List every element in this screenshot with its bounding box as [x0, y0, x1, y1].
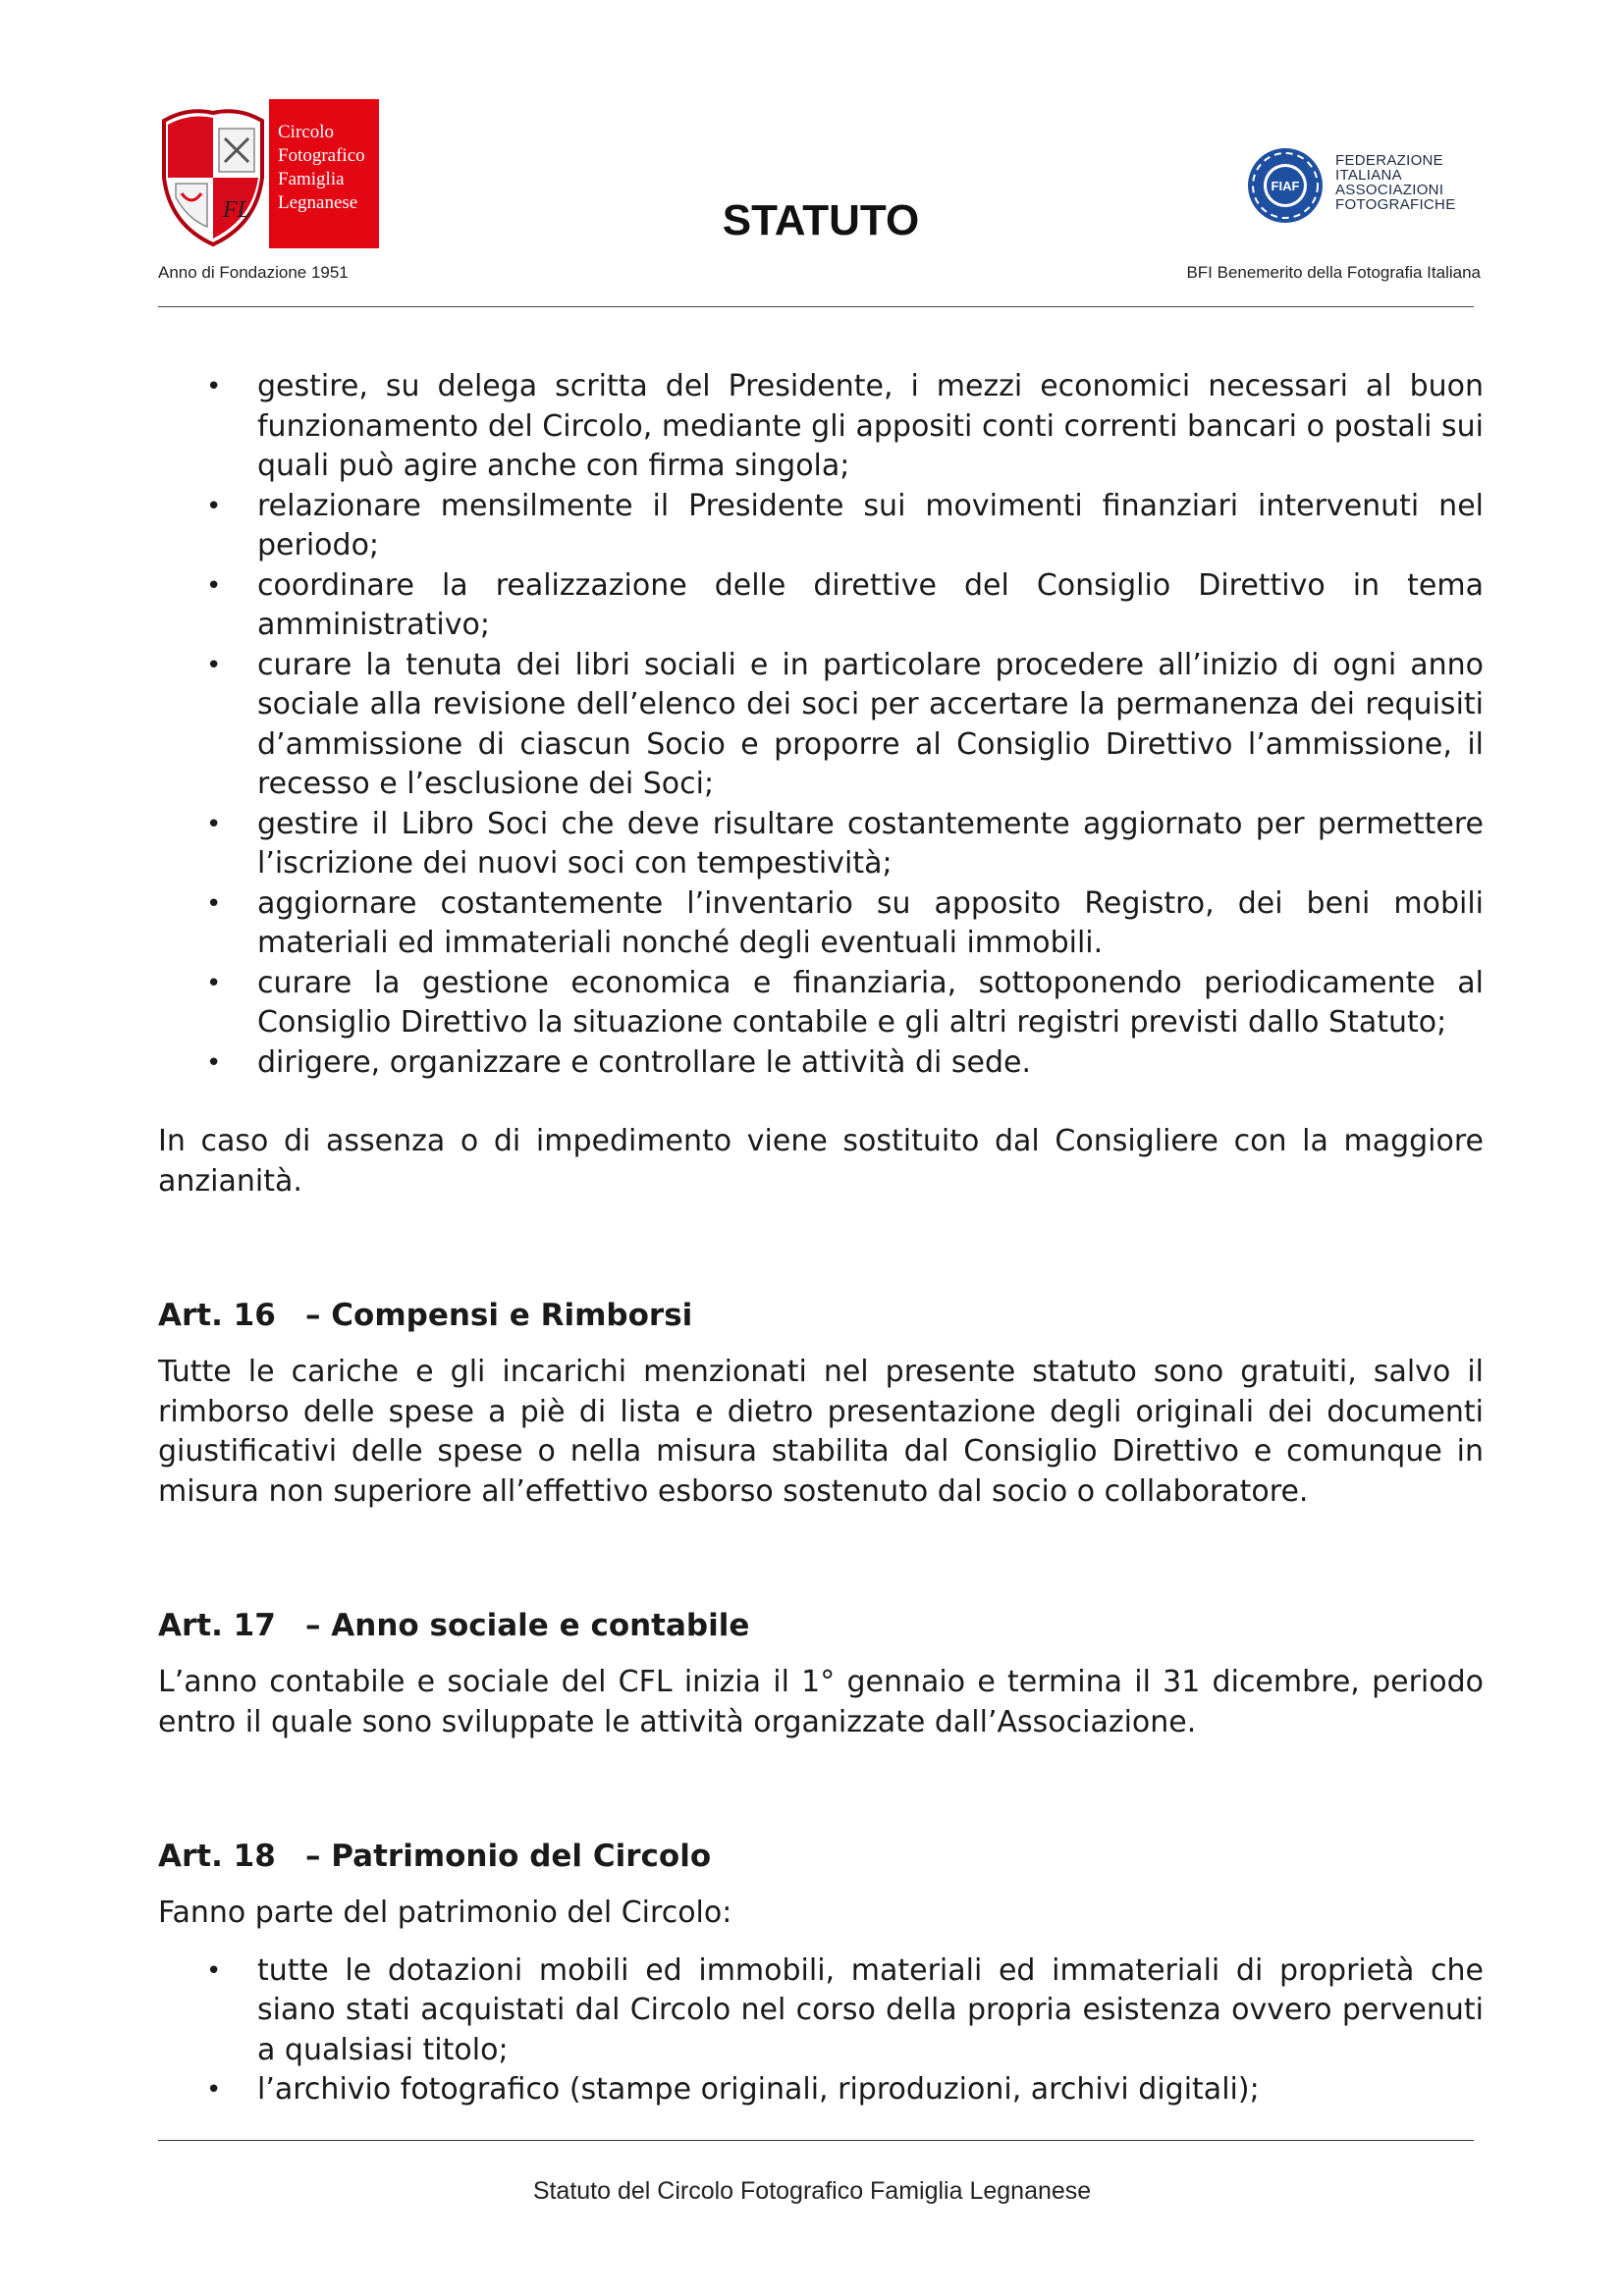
art17-paragraph: L’anno contabile e sociale del CFL inizia il 1° gennaio e termina il 31 dicembre, periodo entro il quale sono sviluppate le attività organizzate dall’Associazione.: [158, 1665, 1484, 1739]
article-title: – Anno sociale e contabile: [305, 1608, 750, 1643]
article-number: Art. 18: [158, 1839, 276, 1874]
art16-paragraph: Tutte le cariche e gli incarichi menzionati nel presente statuto sono gratuiti, salvo il rimborso delle spese a piè di lista e dietro presentazione degli originali dei documenti giustificativi delle spese o nella misura stabilita dal Consiglio Direttivo e comunque in misura non superiore all’effettivo esborso sostenuto dal socio o collaboratore.: [158, 1355, 1484, 1509]
svg-text:FL: FL: [223, 197, 251, 223]
fiaf-aperture-icon: [1245, 145, 1326, 226]
duties-list: [158, 367, 1484, 1083]
article-number: Art. 16: [158, 1298, 276, 1333]
list-item: • tutte le dotazioni mobili ed immobili, materiali ed immateriali di proprietà che siano stati acquistati dal Circolo nel corso della propria esistenza ovvero pervenuti a qualsiasi titolo;: [158, 1951, 1484, 2071]
document-body: [158, 367, 1484, 2110]
logo-line: Legnanese: [278, 192, 358, 213]
list-item: • gestire, su delega scritta del Presidente, i mezzi economici necessari al buon funzionamento del Circolo, mediante gli appositi conti correnti bancari o postali sui quali può agire anche con firma singola;: [158, 367, 1484, 487]
fiaf-text: [1335, 153, 1456, 212]
article-number: Art. 17: [158, 1608, 276, 1643]
list-item: • curare la tenuta dei libri sociali e in particolare procedere all’inizio di ogni anno sociale alla revisione dell’elenco dei soci per accertare la permanenza dei requisiti d’ammissione di ciascun Socio e proporre al Consiglio Direttivo l’ammissione, il recesso e l’esclusione dei Soci;: [158, 646, 1484, 805]
patrimony-list: [158, 1951, 1484, 2110]
fiaf-logo: [1245, 145, 1481, 234]
footer-divider: [158, 2140, 1474, 2141]
art18-intro: Fanno parte del patrimonio del Circolo:: [158, 1896, 732, 1930]
bfi-label: BFI Benemerito della Fotografia Italiana: [1186, 263, 1481, 282]
circolo-logo: [158, 99, 379, 248]
list-item: • l’archivio fotografico (stampe originali, riproduzioni, archivi digitali);: [158, 2070, 1484, 2110]
article-title: – Compensi e Rimborsi: [305, 1298, 693, 1333]
logo-text: [278, 121, 376, 215]
art16-heading: [158, 1296, 1484, 1335]
list-item: • relazionare mensilmente il Presidente sui movimenti finanziari intervenuti nel periodo;: [158, 487, 1484, 566]
logo-line: Famiglia: [278, 169, 345, 189]
logo-line: Fotografico: [278, 145, 365, 166]
fiaf-line: FEDERAZIONE: [1335, 152, 1443, 169]
list-item: • dirigere, organizzare e controllare le attività di sede.: [158, 1043, 1484, 1084]
header-divider: [158, 306, 1474, 307]
page-title: STATUTO: [722, 196, 920, 244]
founding-year: Anno di Fondazione 1951: [158, 263, 349, 282]
article-title: – Patrimonio del Circolo: [305, 1839, 712, 1874]
fiaf-line: ITALIANA: [1335, 167, 1402, 184]
art18-heading: [158, 1837, 1484, 1876]
svg-text:FIAF: FIAF: [1271, 179, 1300, 193]
fiaf-line: FOTOGRAFICHE: [1335, 196, 1456, 213]
fiaf-line: ASSOCIAZIONI: [1335, 182, 1444, 198]
list-item: • gestire il Libro Soci che deve risultare costantemente aggiornato per permettere l’iscrizione dei nuovi soci con tempestività;: [158, 805, 1484, 884]
art17-heading: [158, 1606, 1484, 1645]
shield-icon: [158, 99, 268, 248]
list-item: • coordinare la realizzazione delle direttive del Consiglio Direttivo in tema amministrativo;: [158, 566, 1484, 646]
footer-text: Statuto del Circolo Fotografico Famiglia Legnanese: [532, 2177, 1092, 2205]
list-item: • curare la gestione economica e finanziaria, sottoponendo periodicamente al Consiglio Direttivo la situazione contabile e gli altri registri previsti dallo Statuto;: [158, 964, 1484, 1043]
logo-line: Circolo: [278, 122, 334, 142]
list-item: • aggiornare costantemente l’inventario su apposito Registro, dei beni mobili materiali ed immateriali nonché degli eventuali immobili.: [158, 884, 1484, 964]
substitution-paragraph: In caso di assenza o di impedimento viene sostituito dal Consigliere con la maggiore anzianità.: [158, 1124, 1484, 1199]
